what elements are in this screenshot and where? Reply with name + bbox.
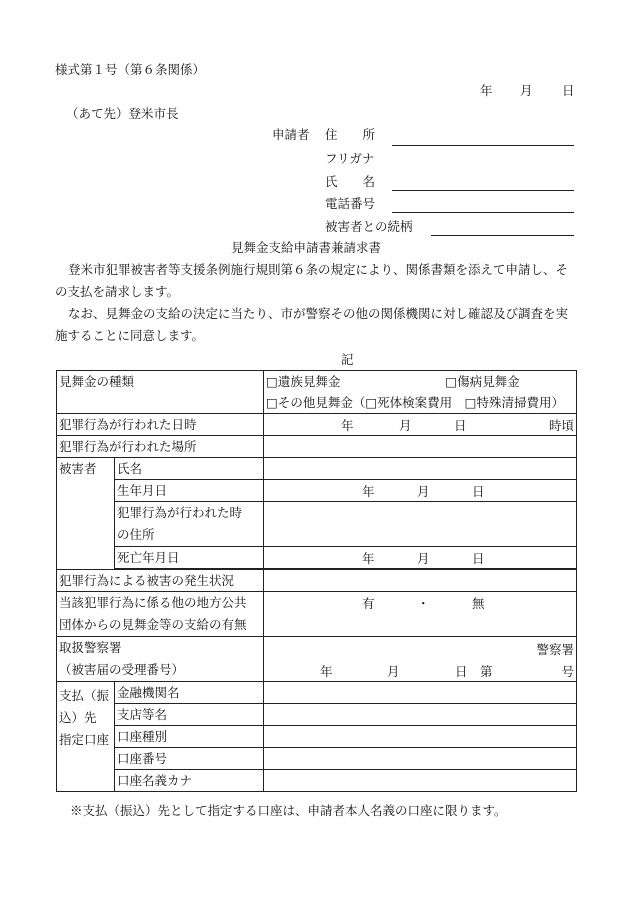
footnote: ※支払（振込）先として指定する口座は、申請者本人名義の口座に限ります。	[70, 803, 507, 818]
type-label-cell	[57, 371, 264, 414]
crime-datetime-field[interactable]	[264, 414, 577, 436]
receipt-go: 号	[561, 664, 575, 679]
table-row	[57, 436, 577, 458]
applicant-furigana-label: フリガナ	[325, 151, 375, 166]
victim-address-label: 犯罪行為が行われた時 の住所	[115, 502, 264, 547]
police-suffix: 警察署	[536, 642, 575, 657]
table-row	[57, 592, 577, 637]
ki-heading: 記	[341, 352, 354, 367]
victim-death-field[interactable]	[264, 547, 577, 569]
table-row	[57, 414, 577, 436]
option-other-checkbox[interactable]: □その他見舞金（□死体検案費用 □特殊清掃費用）	[266, 395, 564, 410]
option-injury-checkbox[interactable]: □傷病見舞金	[445, 374, 520, 389]
receipt-year: 年	[320, 664, 333, 679]
applicant-relation-field[interactable]	[431, 235, 574, 236]
bank-name-label: 金融機関名	[115, 682, 264, 704]
receipt-dai: 第	[480, 664, 493, 679]
victim-address-field[interactable]	[264, 502, 577, 547]
birth-day: 日	[472, 483, 485, 499]
death-day: 日	[472, 550, 485, 566]
receipt-month: 月	[387, 664, 400, 679]
option-bereaved-checkbox[interactable]: □遺族見舞金	[266, 374, 341, 389]
account-holder-field[interactable]	[264, 770, 577, 792]
branch-name-label: 支店等名	[115, 704, 264, 726]
damage-label: 犯罪行為による被害の発生状況	[57, 570, 264, 592]
other-gov-label: 当該犯罪行為に係る他の地方公共 団体からの見舞金等の支給の有無	[57, 592, 264, 637]
table-row	[57, 770, 577, 792]
branch-name-field[interactable]	[264, 704, 577, 726]
addressee: （あて先）登米市長	[66, 106, 179, 121]
crime-year: 年	[341, 417, 354, 433]
table-row	[57, 547, 577, 569]
crime-datetime-label: 犯罪行為が行われた日時	[57, 414, 264, 436]
victim-name-field[interactable]	[264, 458, 577, 480]
table-row	[57, 637, 577, 682]
applicant-phone-field[interactable]	[392, 212, 574, 213]
death-year: 年	[362, 550, 375, 566]
account-number-field[interactable]	[264, 748, 577, 770]
birth-month: 月	[417, 483, 430, 499]
option-yes[interactable]: 有	[362, 596, 375, 611]
body-paragraph-2: なお、見舞金の支給の決定に当たり、市が警察その他の関係機関に対し確認及び調査を実施することに同意します。	[55, 306, 569, 343]
submission-date-day: 日	[562, 83, 575, 98]
type-options-cell-2	[264, 392, 577, 414]
crime-day: 日	[454, 417, 467, 433]
police-label: 取扱警察署 （被害届の受理番号）	[57, 637, 264, 682]
applicant-name-field[interactable]	[392, 190, 574, 191]
other-gov-field[interactable]	[264, 592, 577, 637]
account-type-label: 口座種別	[115, 726, 264, 748]
victim-label-cell	[57, 458, 115, 570]
type-label: 見舞金の種類	[59, 374, 135, 389]
death-month: 月	[417, 550, 430, 566]
applicant-address-label: 住 所	[325, 127, 376, 142]
option-no[interactable]: 無	[472, 596, 485, 611]
damage-field[interactable]	[264, 570, 577, 592]
table-row	[57, 726, 577, 748]
receipt-day: 日	[455, 664, 468, 679]
application-table	[56, 370, 577, 792]
applicant-name-label: 氏 名	[325, 174, 376, 189]
applicant-address-field[interactable]	[392, 145, 574, 146]
table-row	[57, 502, 577, 547]
applicant-phone-label: 電話番号	[325, 196, 376, 211]
account-type-field[interactable]	[264, 726, 577, 748]
crime-place-label: 犯罪行為が行われた場所	[57, 436, 264, 458]
table-row	[57, 682, 577, 704]
form-title: 見舞金支給申請書兼請求書	[231, 240, 382, 255]
applicant-furigana-field[interactable]	[392, 150, 574, 168]
table-row	[57, 570, 577, 592]
victim-label: 被害者	[59, 461, 97, 476]
applicant-relation-label: 被害者との続柄	[325, 219, 413, 234]
table-row	[57, 748, 577, 770]
victim-name-label: 氏名	[115, 458, 264, 480]
birth-year: 年	[362, 483, 375, 499]
separator-dot: ・	[417, 596, 430, 611]
payment-label-cell: 支払（振 込）先 指定口座	[57, 682, 115, 792]
form-number: 様式第１号（第６条関係）	[55, 62, 206, 77]
submission-date-month: 月	[520, 83, 533, 98]
bank-name-field[interactable]	[264, 682, 577, 704]
submission-date-year: 年	[480, 83, 493, 98]
account-holder-label: 口座名義カナ	[115, 770, 264, 792]
applicant-label: 申請者	[272, 127, 310, 142]
table-row	[57, 480, 577, 502]
table-row	[57, 458, 577, 480]
victim-birth-label: 生年月日	[115, 480, 264, 502]
victim-birth-field[interactable]	[264, 480, 577, 502]
type-options-cell	[264, 371, 577, 393]
victim-death-label: 死亡年月日	[115, 547, 264, 569]
table-row	[57, 704, 577, 726]
body-paragraph-1: 登米市犯罪被害者等支援条例施行規則第６条の規定により、関係書類を添えて申請し、その支払を請求します。	[55, 262, 569, 299]
account-number-label: 口座番号	[115, 748, 264, 770]
crime-place-field[interactable]	[264, 436, 577, 458]
crime-month: 月	[399, 417, 412, 433]
police-field[interactable]	[264, 637, 577, 682]
crime-hour: 時頃	[549, 417, 575, 433]
table-row	[57, 371, 577, 393]
